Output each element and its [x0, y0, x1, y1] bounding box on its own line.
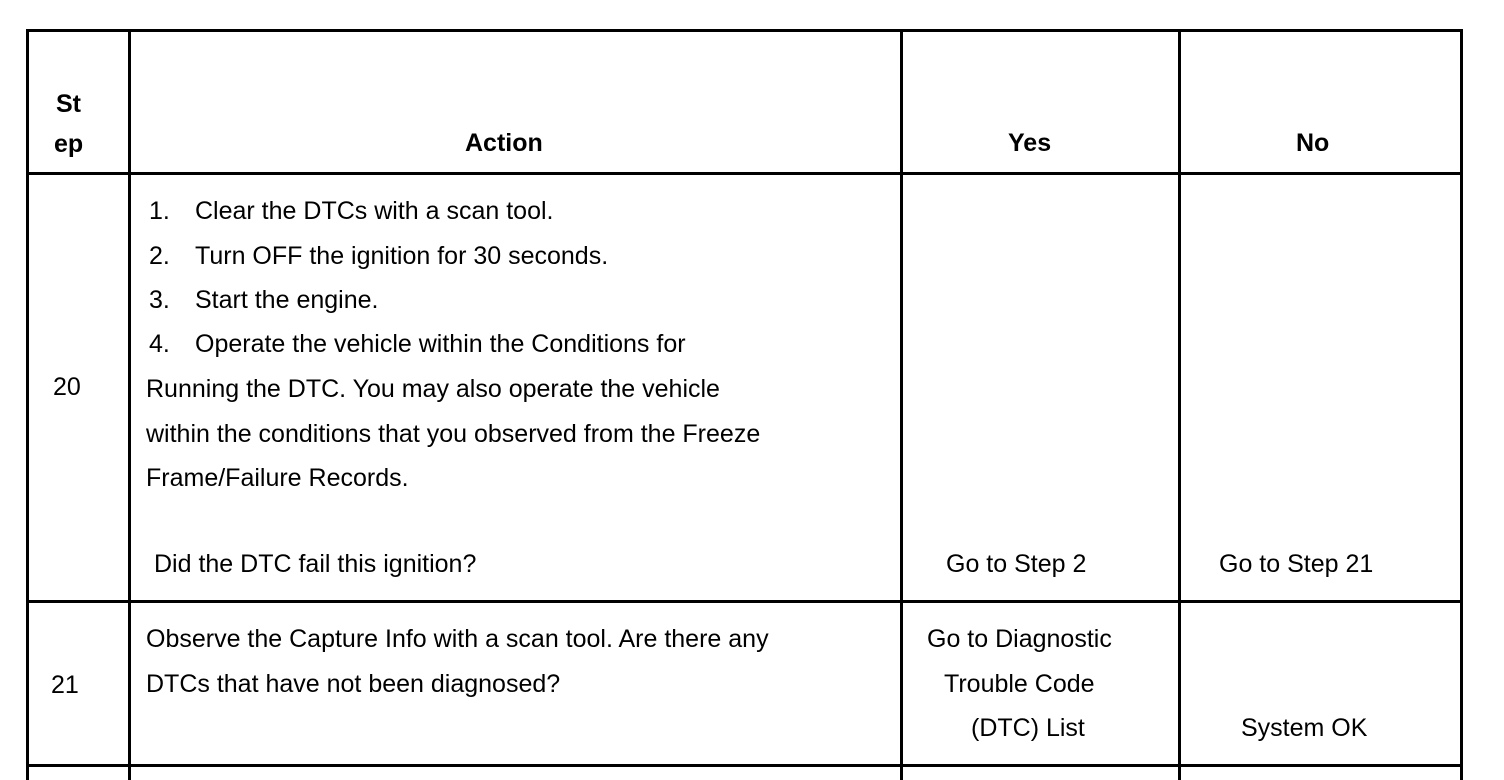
- header-step-line2: ep: [54, 130, 84, 158]
- row-20-action-continuation: Frame/Failure Records.: [146, 464, 409, 492]
- row-21-action-line: Observe the Capture Info with a scan tool. Are there any: [146, 625, 769, 653]
- row-20-action-continuation: within the conditions that you observed from the Freeze: [146, 420, 761, 448]
- row-21-step: 21: [51, 671, 79, 699]
- step-column-divider: [128, 29, 131, 780]
- row-20-bottom-border: [26, 600, 1463, 603]
- row-20-action-item: [149, 285, 378, 315]
- action-item-number: 2.: [149, 242, 170, 270]
- row-20-action-item: [149, 196, 553, 226]
- row-21-yes-line: (DTC) List: [971, 714, 1085, 742]
- table-left-border: [26, 29, 29, 780]
- row-21-yes-line: Go to Diagnostic: [927, 625, 1112, 653]
- yes-column-divider: [1178, 29, 1181, 780]
- table-right-border: [1460, 29, 1463, 780]
- row-21-bottom-border: [26, 764, 1463, 767]
- header-no: No: [1296, 129, 1330, 157]
- row-20-question: Did the DTC fail this ignition?: [154, 550, 477, 578]
- action-item-number: 4.: [149, 330, 170, 358]
- action-column-divider: [900, 29, 903, 780]
- action-item-text: Start the engine.: [195, 286, 379, 314]
- row-21-action-line: DTCs that have not been diagnosed?: [146, 670, 561, 698]
- row-21-no: System OK: [1241, 714, 1368, 742]
- row-21-yes-line: Trouble Code: [944, 670, 1095, 698]
- action-item-text: Operate the vehicle within the Conditions for: [195, 330, 686, 358]
- header-step-line1: St: [56, 90, 81, 118]
- table-top-border: [26, 29, 1463, 32]
- action-item-text: Clear the DTCs with a scan tool.: [195, 197, 554, 225]
- row-20-no: Go to Step 21: [1219, 550, 1374, 578]
- row-20-action-item: [149, 329, 686, 359]
- action-item-text: Turn OFF the ignition for 30 seconds.: [195, 242, 609, 270]
- header-action: Action: [465, 129, 543, 157]
- action-item-number: 1.: [149, 197, 170, 225]
- action-item-number: 3.: [149, 286, 170, 314]
- header-bottom-border: [26, 172, 1463, 175]
- row-20-yes: Go to Step 2: [946, 550, 1087, 578]
- row-20-action-continuation: Running the DTC. You may also operate the vehicle: [146, 375, 720, 403]
- row-20-action-item: [149, 241, 608, 271]
- header-yes: Yes: [1008, 129, 1052, 157]
- row-20-step: 20: [53, 373, 81, 401]
